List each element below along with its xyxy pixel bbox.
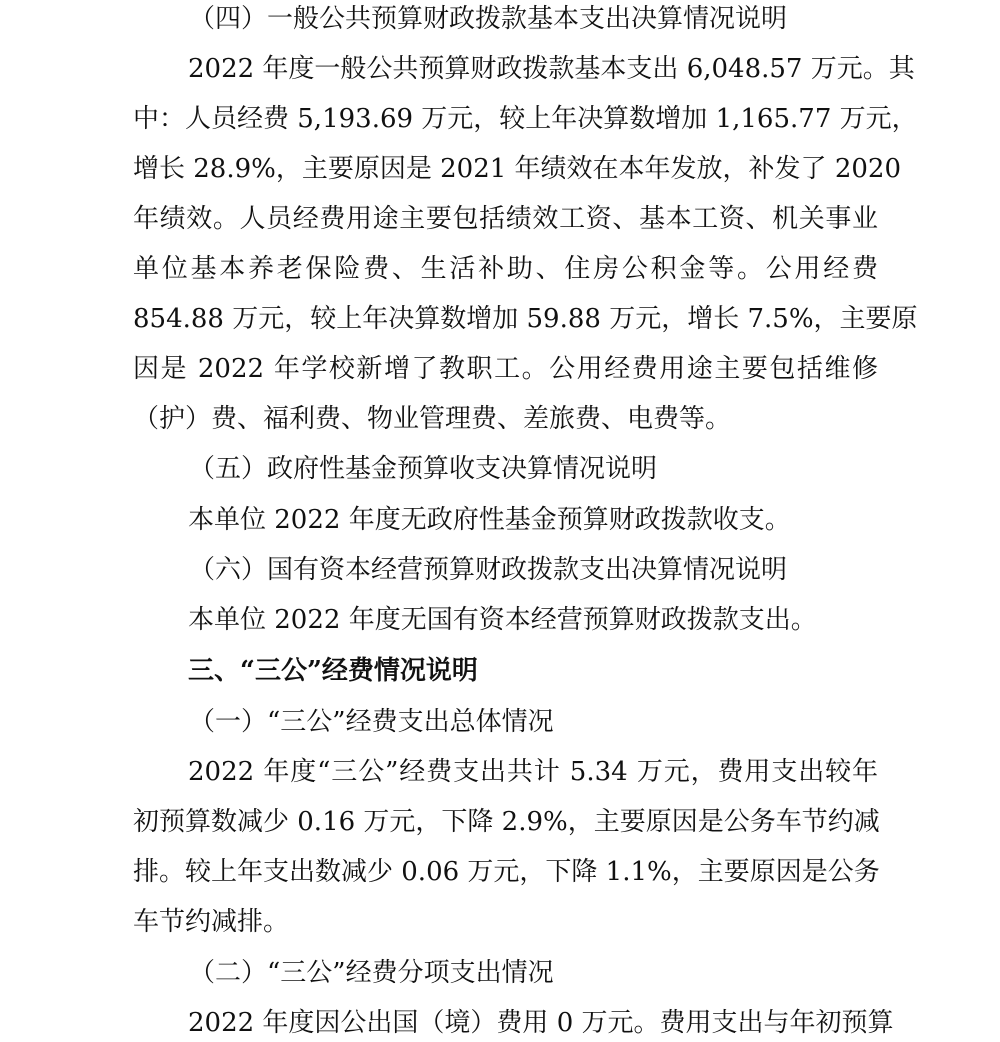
chapter-heading: 三、“三公”经费情况说明 [188, 656, 478, 686]
paragraph-line: 单位基本养老保险费、生活补助、住房公积金等。公用经费 [133, 254, 878, 284]
paragraph-line: 2022 年度一般公共预算财政拨款基本支出 6,048.57 万元。其 [188, 54, 915, 84]
paragraph-line: 增长 28.9%，主要原因是 2021 年绩效在本年发放，补发了 2020 [133, 154, 901, 184]
paragraph-line: 排。较上年支出数减少 0.06 万元，下降 1.1%，主要原因是公务 [133, 857, 880, 887]
section-heading-1: （一）“三公”经费支出总体情况 [189, 707, 554, 737]
paragraph-line: （护）费、福利费、物业管理费、差旅费、电费等。 [133, 404, 732, 434]
paragraph-line: 854.88 万元，较上年决算数增加 59.88 万元，增长 7.5%，主要原 [133, 304, 918, 334]
section-heading-2: （二）“三公”经费分项支出情况 [189, 958, 554, 988]
section-heading-6: （六）国有资本经营预算财政拨款支出决算情况说明 [189, 555, 788, 585]
section-heading-5: （五）政府性基金预算收支决算情况说明 [189, 454, 658, 484]
section-heading-4: （四）一般公共预算财政拨款基本支出决算情况说明 [189, 4, 788, 34]
paragraph-line: 年绩效。人员经费用途主要包括绩效工资、基本工资、机关事业 [133, 204, 878, 234]
paragraph-line: 车节约减排。 [133, 907, 290, 937]
paragraph-line: 2022 年度“三公”经费支出共计 5.34 万元，费用支出较年 [188, 757, 878, 787]
paragraph-line: 初预算数减少 0.16 万元，下降 2.9%，主要原因是公务车节约减 [133, 807, 880, 837]
paragraph-line: 2022 年度因公出国（境）费用 0 万元。费用支出与年初预算 [188, 1008, 894, 1038]
paragraph-line: 本单位 2022 年度无国有资本经营预算财政拨款支出。 [188, 605, 817, 635]
paragraph-line: 中：人员经费 5,193.69 万元，较上年决算数增加 1,165.77 万元， [133, 104, 918, 134]
paragraph-line: 本单位 2022 年度无政府性基金预算财政拨款收支。 [188, 505, 791, 535]
paragraph-line: 因是 2022 年学校新增了教职工。公用经费用途主要包括维修 [133, 354, 878, 384]
